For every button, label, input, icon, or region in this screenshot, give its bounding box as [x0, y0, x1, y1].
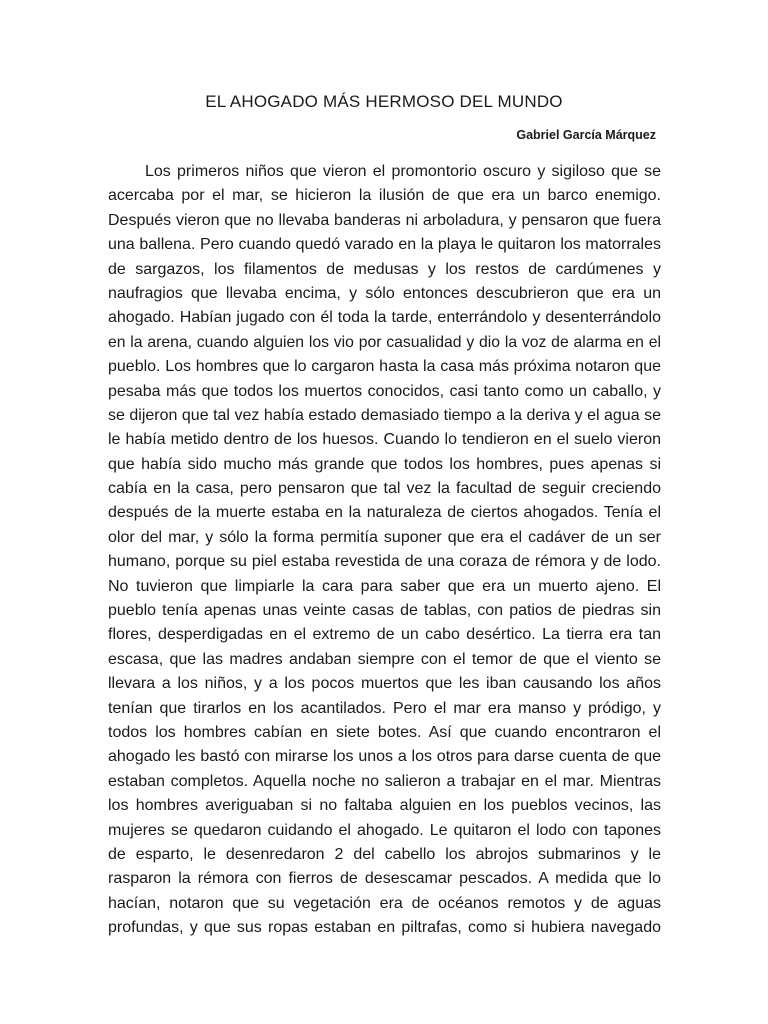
text-line: flores, desperdigadas en el extremo de un cabo desértico. La tierra era tan: [108, 626, 661, 644]
text-line: se dijeron que tal vez había estado demasiado tiempo a la deriva y el agua se: [108, 406, 661, 424]
text-line: Los primeros niños que vieron el promontorio oscuro y sigiloso que se: [145, 163, 661, 180]
text-line: estaban completos. Aquella noche no salieron a trabajar en el mar. Mientras: [108, 772, 661, 790]
text-line: llevara a los niños, y a los pocos muertos que les iban causando los años: [108, 675, 661, 693]
text-line: Después vieron que no llevaba banderas ni arboladura, y pensaron que fuera: [108, 211, 661, 229]
text-line: pueblo. Los hombres que lo cargaron hasta la casa más próxima notaron que: [108, 358, 661, 376]
document-author: Gabriel García Márquez: [516, 128, 656, 142]
text-line: una ballena. Pero cuando quedó varado en la playa le quitaron los matorrales: [108, 236, 661, 254]
document-title: EL AHOGADO MÁS HERMOSO DEL MUNDO: [205, 92, 563, 111]
text-line: escasa, que las madres andaban siempre con el temor de que el viento se: [108, 650, 661, 668]
text-line: mujeres se quedaron cuidando el ahogado. Le quitaron el lodo con tapones: [108, 821, 661, 839]
text-line: los hombres averiguaban si no faltaba alguien en los pueblos vecinos, las: [108, 797, 661, 815]
story-paragraph: [108, 160, 661, 941]
text-line: que había sido mucho más grande que todos los hombres, pues apenas si: [108, 455, 661, 473]
text-line: profundas, y que sus ropas estaban en piltrafas, como si hubiera navegado: [108, 919, 661, 937]
text-line: en la arena, cuando alguien los vio por casualidad y dio la voz de alarma en el: [108, 333, 661, 351]
text-line: de sargazos, los filamentos de medusas y los restos de cardúmenes y: [108, 260, 661, 278]
text-line: naufragios que llevaba encima, y sólo entonces descubrieron que era un: [108, 284, 661, 302]
text-line: todos los hombres cabían en siete botes. Así que cuando encontraron el: [108, 723, 661, 741]
text-line: olor del mar, y sólo la forma permitía suponer que era el cadáver de un ser: [108, 528, 661, 546]
text-line: ahogado les bastó con mirarse los unos a los otros para darse cuenta de que: [108, 748, 661, 766]
text-line: pueblo tenía apenas unas veinte casas de tablas, con patios de piedras sin: [108, 602, 661, 620]
text-line: tenían que tirarlos en los acantilados. Pero el mar era manso y pródigo, y: [108, 699, 661, 717]
text-line: acercaba por el mar, se hicieron la ilusión de que era un barco enemigo.: [108, 187, 661, 205]
text-line: de esparto, le desenredaron 2 del cabello los abrojos submarinos y le: [108, 845, 661, 863]
text-line: le había metido dentro de los huesos. Cuando lo tendieron en el suelo vieron: [108, 431, 661, 449]
text-line: después de la muerte estaba en la naturaleza de ciertos ahogados. Tenía el: [108, 504, 661, 522]
text-line: rasparon la rémora con fierros de desescamar pescados. A medida que lo: [108, 870, 661, 888]
text-line: hacían, notaron que su vegetación era de océanos remotos y de aguas: [108, 894, 661, 912]
text-line: pesaba más que todos los muertos conocidos, casi tanto como un caballo, y: [108, 382, 661, 400]
text-line: ahogado. Habían jugado con él toda la tarde, enterrándolo y desenterrándolo: [108, 309, 661, 327]
text-line: No tuvieron que limpiarle la cara para saber que era un muerto ajeno. El: [108, 577, 661, 595]
text-line: humano, porque su piel estaba revestida de una coraza de rémora y de lodo.: [108, 553, 661, 571]
text-line: cabía en la casa, pero pensaron que tal vez la facultad de seguir creciendo: [108, 480, 661, 498]
